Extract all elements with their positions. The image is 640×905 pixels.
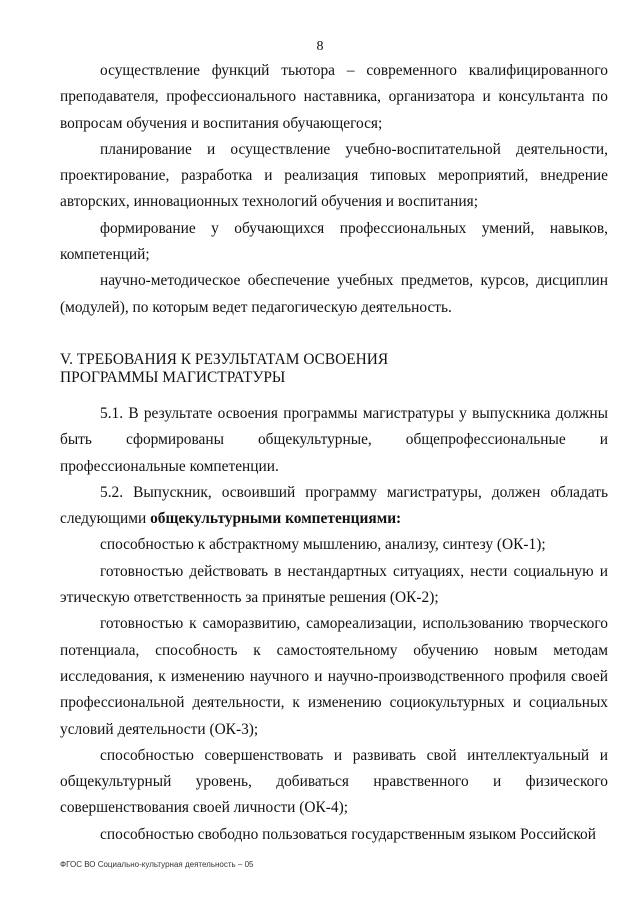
competency-item: способностью к абстрактному мышлению, анализу, синтезу (ОК-1); (100, 536, 546, 554)
section-heading-line2: ПРОГРАММЫ МАГИСТРАТУРЫ (60, 368, 286, 386)
page-footer: ФГОС ВО Социально-культурная деятельность – 05 (60, 860, 254, 869)
competency-item: готовностью действовать в нестандартных ситуациях, нести социальную и этическую ответственность за принятые решения (ОК-2); (60, 562, 608, 607)
paragraph: осуществление функций тьютора – современного квалифицированного преподавателя, профессионального наставника, организатора и консультанта по вопросам обучения и воспитания обучающегося; (60, 62, 608, 132)
paragraph-5-2-text: 5.2. Выпускник, освоивший программу магистратуры, должен обладать следующими (60, 483, 608, 528)
competency-item: готовностью к саморазвитию, самореализации, использованию творческого потенциала, способность к самостоятельному обучению новым методам исследования, к изменению научного и научно-производственного профиля своей профессиональной деятельности, к изменению социокультурных и социальных условий деятельности (ОК-3); (60, 615, 608, 738)
page-number: 8 (316, 39, 324, 54)
document-body (60, 58, 608, 848)
competency-item: способностью совершенствовать и развивать свой интеллектуальный и общекультурный уровень, добиваться нравственного и физического совершенствования своей личности (ОК-4); (60, 746, 608, 817)
paragraph-5-2-bold: общекультурными компетенциями: (150, 510, 402, 528)
paragraph: планирование и осуществление учебно-воспитательной деятельности, проектирование, разработка и реализация типовых мероприятий, внедрение авторских, инновационных технологий обучения и воспитания; (60, 140, 608, 211)
paragraph-5-2 (60, 480, 608, 533)
paragraph: формирование у обучающихся профессиональных умений, навыков, компетенций; (60, 219, 608, 264)
paragraph-5-1: 5.1. В результате освоения программы магистратуры у выпускника должны быть сформированы общекультурные, общепрофессиональные и профессиональные компетенции. (60, 404, 608, 475)
section-heading-line1: V. ТРЕБОВАНИЯ К РЕЗУЛЬТАТАМ ОСВОЕНИЯ (60, 350, 389, 368)
paragraph: научно-методическое обеспечение учебных предметов, курсов, дисциплин (модулей), по которым ведет педагогическую деятельность. (60, 272, 608, 316)
competency-item: способностью свободно пользоваться государственным языком Российской (100, 825, 596, 843)
